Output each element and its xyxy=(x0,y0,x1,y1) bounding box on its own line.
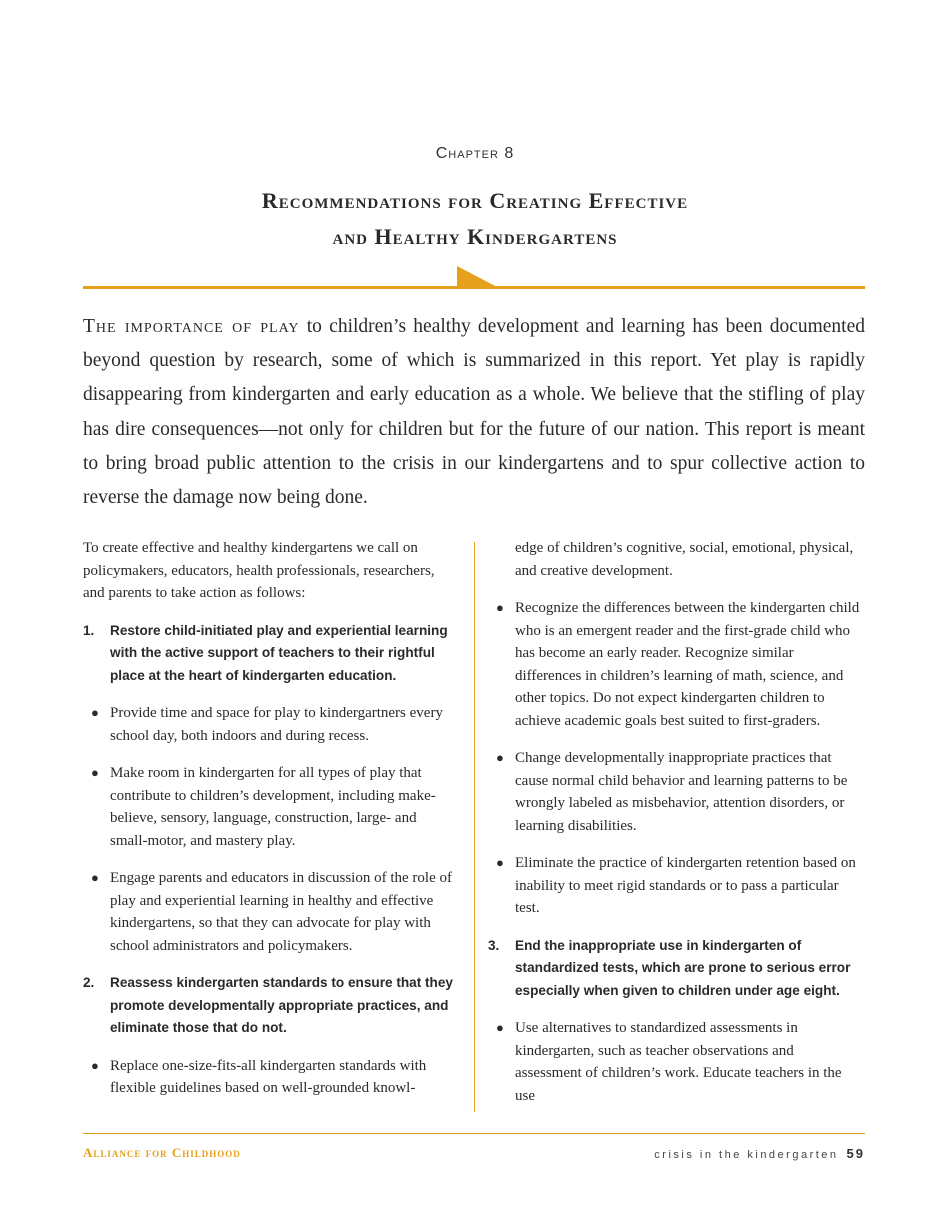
chapter-title xyxy=(0,183,950,255)
intro-text: to children’s healthy development and learning has been documented beyond question by research, some of which is summarized in this report. Yet play is rapidly disappearing from kindergarten and early education as a whole. We believe that the stifling of play has dire consequences—not only for children but for the future of our nation. This report is meant to bring broad public attention to the crisis in our kindergartens and to spur collective action to reverse the damage now being done. xyxy=(83,316,865,509)
list-item-text: Recognize the differences between the kindergarten child who is an emergent reader and the first-grade child who has become an early reader. Recognize similar differences in children’s learning of math, science, and other topics. Do not expect kindergarten children to achieve academic goals best suited to first-graders. xyxy=(515,600,860,729)
right-column xyxy=(488,537,863,1122)
title-rule-line xyxy=(83,286,865,289)
recommendation-text: End the inappropriate use in kindergarten of standardized tests, which are prone to serious error especially when given to children under age eight. xyxy=(515,937,851,998)
list-item xyxy=(488,747,863,837)
intro-paragraph xyxy=(83,310,865,515)
item-number: 1. xyxy=(83,622,95,638)
bullet-icon: ● xyxy=(496,1020,504,1035)
opening-paragraph: To create effective and healthy kindergartens we call on policymakers, educators, health professionals, researchers, and parents to take action as follows: xyxy=(83,540,435,601)
list-item xyxy=(488,852,863,920)
intro-lead: The importance of play xyxy=(83,316,300,337)
recommendation-text: Reassess kindergarten standards to ensure that they promote developmentally appropriate practices, and eliminate those that do not. xyxy=(110,975,453,1035)
title-rule xyxy=(83,266,865,290)
list-item xyxy=(488,597,863,732)
bullet-icon: ● xyxy=(91,765,99,780)
recommendation-1 xyxy=(83,620,453,688)
bullet-icon: ● xyxy=(91,870,99,885)
bullet-icon: ● xyxy=(496,750,504,765)
bullet-icon: ● xyxy=(91,1057,99,1073)
list-item xyxy=(83,702,453,747)
item-number: 3. xyxy=(488,937,500,953)
triangle-marker-icon xyxy=(457,266,499,288)
list-item xyxy=(488,1017,863,1107)
list-item xyxy=(83,762,453,852)
footer-rule xyxy=(83,1133,865,1134)
chapter-title-line-2: and Healthy Kindergartens xyxy=(332,224,618,249)
recommendation-3 xyxy=(488,935,863,1003)
column-divider xyxy=(474,542,475,1112)
list-item-text: Engage parents and educators in discussion of the role of play and experiential learning in healthy and effective kindergartens, so that they can advocate for play with school administrators and policymakers. xyxy=(110,870,452,954)
recommendation-2 xyxy=(83,972,453,1040)
bullet-icon: ● xyxy=(496,600,504,615)
footer-organization: Alliance for Childhood xyxy=(83,1145,241,1160)
bullet-icon: ● xyxy=(91,705,99,720)
list-item-text: Eliminate the practice of kindergarten retention based on inability to meet rigid standards or to pass a particular test. xyxy=(515,855,856,916)
list-item-text: Make room in kindergarten for all types of play that contribute to children’s development, including make-believe, sensory, language, construction, large- and small-motor, and mastery play. xyxy=(110,765,436,849)
bullet-icon: ● xyxy=(496,855,504,870)
list-item-text: Provide time and space for play to kindergartners every school day, both indoors and during recess. xyxy=(110,705,443,744)
list-item-text: Use alternatives to standardized assessments in kindergarten, such as teacher observations and assessment of children’s work. Educate teachers in the use xyxy=(515,1020,842,1104)
left-column xyxy=(83,537,453,1115)
footer-running-title xyxy=(654,1146,865,1161)
chapter-title-line-1: Recommendations for Creating Effective xyxy=(261,188,689,213)
chapter-label: Chapter 8 xyxy=(435,145,515,162)
recommendation-text: Restore child-initiated play and experiential learning with the active support of teachers to their rightful place at the heart of kindergarten education. xyxy=(110,622,448,683)
page-number: 59 xyxy=(846,1146,865,1161)
list-item-text: Replace one-size-fits-all kindergarten standards with flexible guidelines based on well-grounded knowl- xyxy=(110,1057,427,1096)
list-item-continuation: edge of children’s cognitive, social, emotional, physical, and creative development. xyxy=(515,540,854,579)
item-number: 2. xyxy=(83,975,95,990)
list-item xyxy=(83,867,453,957)
footer-title: crisis in the kindergarten xyxy=(654,1149,839,1161)
list-item xyxy=(83,1055,453,1100)
list-item-text: Change developmentally inappropriate practices that cause normal child behavior and learning patterns to be wrongly labeled as misbehavior, attention disorders, or learning disabilities. xyxy=(515,750,848,834)
